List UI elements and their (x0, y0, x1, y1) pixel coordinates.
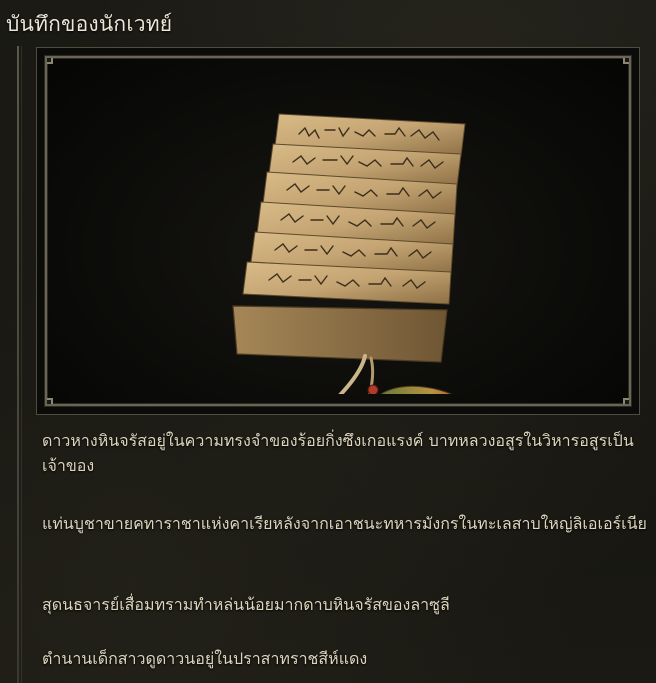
frame-corner-ornament (45, 56, 53, 64)
cord (309, 356, 365, 394)
description-paragraph: แท่นบูชาขายคทาราชาแห่งคาเรียหลังจากเอาชนะทหารมังกรในทะเลสาบใหญ่ลิเอเอร์เนีย (42, 514, 647, 533)
frame-corner-ornament (623, 56, 631, 64)
left-divider (17, 46, 19, 683)
item-image-frame (36, 47, 640, 415)
description-paragraph: ดาวหางหินจรัสอยู่ในความทรงจำของร้อยกิ่งซึงเกอแรงค์ บาทหลวงอสูรในวิหารอสูรเป็นเจ้าของ (42, 431, 634, 475)
item-image-panel (45, 56, 631, 406)
frame-corner-ornament (623, 398, 631, 406)
item-title: บันทึกของนักเวทย์ (6, 12, 173, 36)
scroll-with-feather-icon (215, 104, 485, 394)
feather (381, 386, 473, 394)
bead (368, 385, 378, 394)
description-paragraph: สุดนธจารย์เสื่อมทรามทำหล่นน้อยมากดาบหินจรัสของลาซูลี (42, 595, 450, 614)
parchment-strips (233, 114, 465, 362)
description-paragraph: ตำนานเด็กสาวดูดาวนอยู่ในปราสาทราชสีห์แดง (42, 649, 368, 668)
frame-corner-ornament (45, 398, 53, 406)
